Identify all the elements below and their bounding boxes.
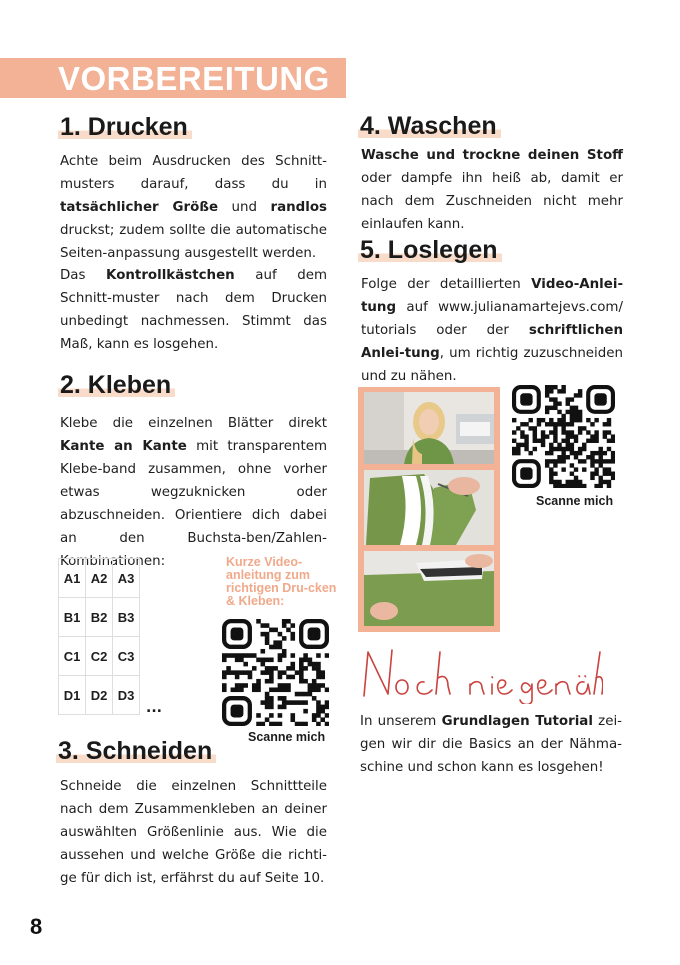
waschen-paragraph: Wasche und trockne deinen Stoff oder dampfe ihn heiß ab, damit er nach dem Zuschneiden nicht mehr einlaufen kann. xyxy=(361,148,623,232)
grid-row xyxy=(59,559,140,598)
section-title: VORBEREITUNG xyxy=(58,60,330,97)
grid-row xyxy=(59,637,140,676)
grid-cell: C1 xyxy=(59,637,86,676)
heading-loslegen: 5. Loslegen xyxy=(358,235,502,265)
grid-row xyxy=(59,676,140,715)
heading-kleben: 2. Kleben xyxy=(58,370,175,400)
scan-label: Scanne mich xyxy=(248,730,326,744)
grid-cell: B3 xyxy=(113,598,140,637)
drucken-paragraph-1: Achte beim Ausdrucken des Schnitt-musters darauf, dass du in tatsächlicher Größe und randlos druckst; zudem sollte die automatische Seiten-anpassung ausgestellt werden. xyxy=(60,154,327,261)
heading-schneiden: 3. Schneiden xyxy=(56,736,216,766)
page-tile-grid xyxy=(58,558,140,715)
tutorial-photo-presenter xyxy=(364,392,494,464)
grid-cell: A3 xyxy=(113,559,140,598)
grid-cell: B1 xyxy=(59,598,86,637)
grid-cell: C2 xyxy=(86,637,113,676)
scan-label: Scanne mich xyxy=(536,494,614,508)
grid-cell: A2 xyxy=(86,559,113,598)
grid-row xyxy=(59,598,140,637)
heading-drucken: 1. Drucken xyxy=(58,112,192,142)
qr-code-icon[interactable] xyxy=(222,619,329,726)
grid-cell: D2 xyxy=(86,676,113,715)
grid-cell: B2 xyxy=(86,598,113,637)
tutorial-photo-ironing xyxy=(364,551,494,626)
heading-waschen: 4. Waschen xyxy=(358,111,501,141)
drucken-paragraph-2: Das Kontrollkästchen auf dem Schnitt-muster nach dem Drucken unbedingt nachmessen. Stimmt das Maß, kann es losgehen. xyxy=(60,268,327,352)
schneiden-paragraph: Schneide die einzelnen Schnittteile nach dem Zusammenkleben an deiner auswählten Größenlinie aus. Wie die aussehen und welche Größe die richti-ge für dich ist, erfährst du auf Seite 10. xyxy=(60,779,327,886)
grid-cell: C3 xyxy=(113,637,140,676)
loslegen-paragraph: Folge der detaillierten Video-Anlei-tung auf www.julianamartejevs.com/ tutorials oder der schriftlichen Anlei-tung, um richtig zuzuschneiden und zu nähen. xyxy=(361,277,623,384)
qr-code-icon[interactable] xyxy=(512,385,615,488)
grid-cell: A1 xyxy=(59,559,86,598)
grid-cell: D3 xyxy=(113,676,140,715)
page-number: 8 xyxy=(30,914,43,939)
grid-cell: D1 xyxy=(59,676,86,715)
video-note: Kurze Video-anleitung zum richtigen Dru-cken & Kleben: xyxy=(226,555,337,608)
script-heading-noch-nie-genaeht xyxy=(358,644,603,708)
kleben-paragraph: Klebe die einzelnen Blätter direkt Kante an Kante mit transparentem Klebe-band zusammen, ohne vorher etwas wegzuknicken oder abzuschneiden. Orientiere dich dabei an den Buchsta-ben/Zahlen-Kombinationen: xyxy=(60,416,327,569)
grundlagen-paragraph: In unserem Grundlagen Tutorial zei-gen wir dir die Basics an der Nähma-schine und schon kann es losgehen! xyxy=(360,714,622,775)
tutorial-photo-cutting xyxy=(364,470,494,545)
grid-ellipsis: ... xyxy=(146,700,162,716)
